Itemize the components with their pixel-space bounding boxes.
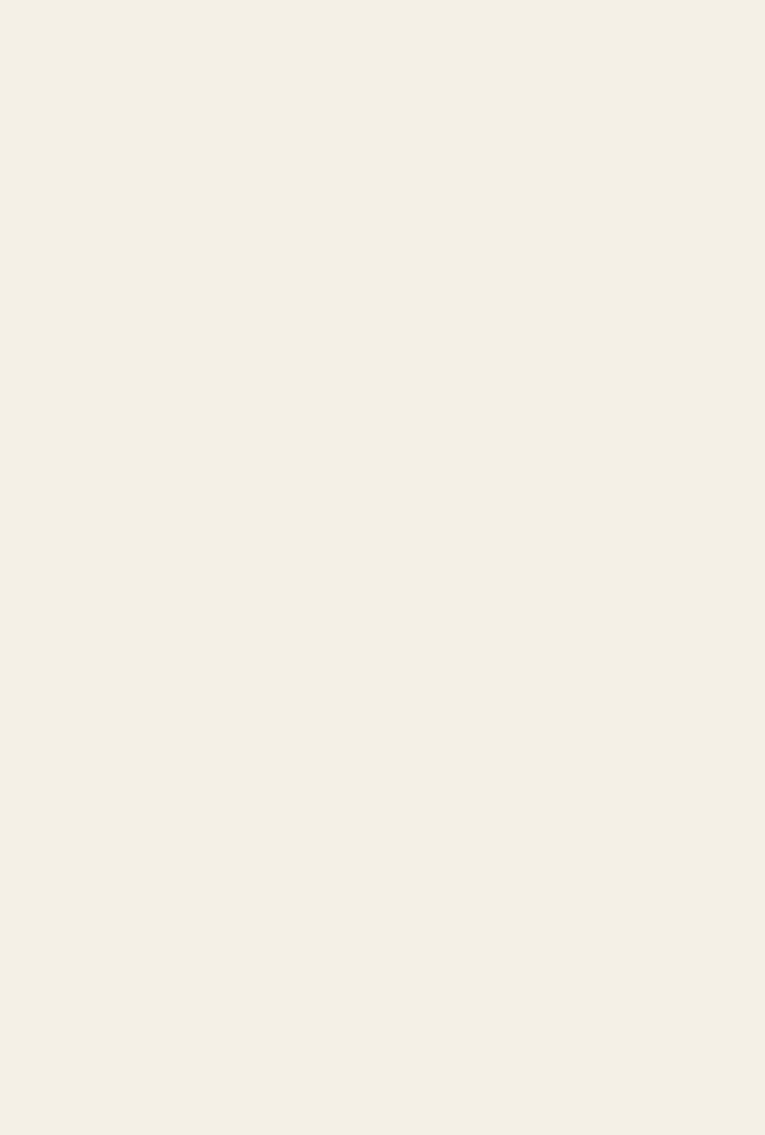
running-head (70, 38, 721, 66)
column-divider (395, 80, 396, 1120)
right-column (403, 80, 721, 1120)
left-column (70, 80, 388, 1120)
text-columns (70, 80, 721, 1120)
